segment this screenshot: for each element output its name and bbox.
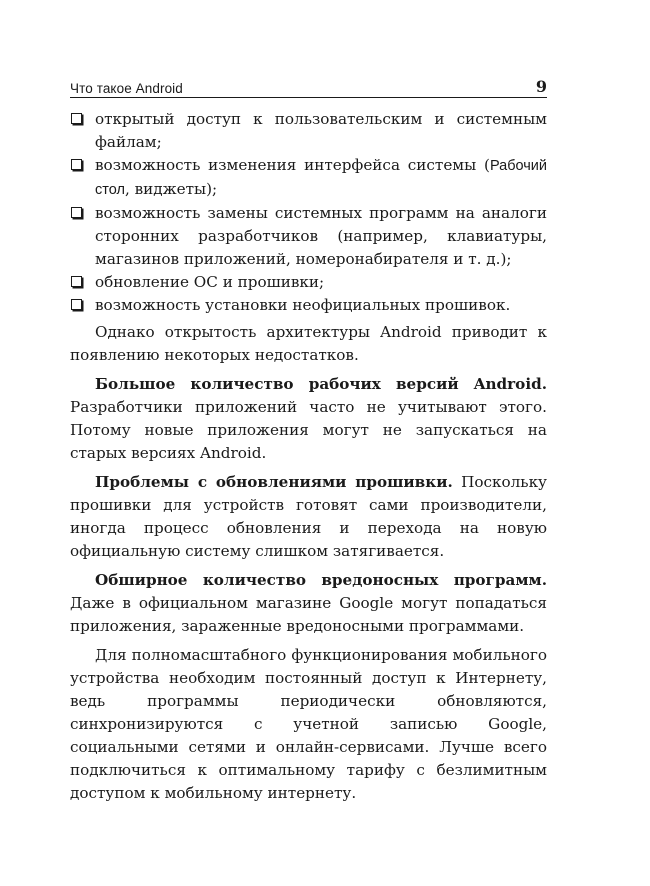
bullet-item [70,202,547,271]
bullet-item [70,271,547,294]
bullet-text: возможность замены системных программ на аналоги сторонних разработчиков (например, клавиатуры, магазинов приложений, номеронабирателя и т. д.); [95,204,547,268]
bullet-text: возможность изменения интерфейса системы ( [95,156,490,174]
paragraph [70,644,547,805]
bullet-item [70,108,547,154]
paragraph [70,373,547,465]
bullet-item [70,154,547,202]
paragraph-text: Разработчики приложений часто не учитывают этого. Потому новые приложения могут не запускаться на старых версиях Android. [70,398,547,462]
bullet-text: обновление ОС и прошивки; [95,273,325,291]
paragraph [70,471,547,563]
bullet-list [70,108,547,317]
bullet-text: открытый доступ к пользовательским и системным файлам; [95,110,547,151]
paragraph-lead: Обширное количество вредоносных программ. [95,571,547,589]
ui-term: Рабочий стол [95,158,547,198]
paragraph-lead: Большое количество рабочих версий Android. [95,375,547,393]
paragraph-text: Однако открытость архитектуры Android приводит к появлению некоторых недостатков. [70,323,547,364]
book-page [70,74,547,805]
running-head [70,74,547,98]
bullet-text: возможность установки неофициальных прошивок. [95,296,511,314]
body-text [70,108,547,805]
paragraph-text: Поскольку прошивки для устройств готовят сами производители, иногда процесс обновления и перехода на новую официальную систему слишком затягивается. [70,473,547,560]
bullet-item [70,294,547,317]
checkbox-bullet-icon [71,207,82,218]
checkbox-bullet-icon [71,113,82,124]
paragraph-text: Для полномасштабного функционирования мобильного устройства необходим постоянный доступ к Интернету, ведь программы периодически обновляются, синхронизируются с учетной записью Google, социальными сетями и онлайн-сервисами. Лучше всего подключиться к оптимальному тарифу с безлимитным доступом к мобильному интернету. [70,646,547,802]
paragraph [70,321,547,367]
checkbox-bullet-icon [71,299,82,310]
checkbox-bullet-icon [71,276,82,287]
checkbox-bullet-icon [71,159,82,170]
page-number: 9 [535,77,547,96]
bullet-text: , виджеты); [124,180,218,198]
paragraph-lead: Проблемы с обновлениями прошивки. [95,473,453,491]
running-title: Что такое Android [70,81,183,96]
paragraph [70,569,547,638]
paragraph-text: Даже в официальном магазине Google могут попадаться приложения, зараженные вредоносными программами. [70,594,547,635]
